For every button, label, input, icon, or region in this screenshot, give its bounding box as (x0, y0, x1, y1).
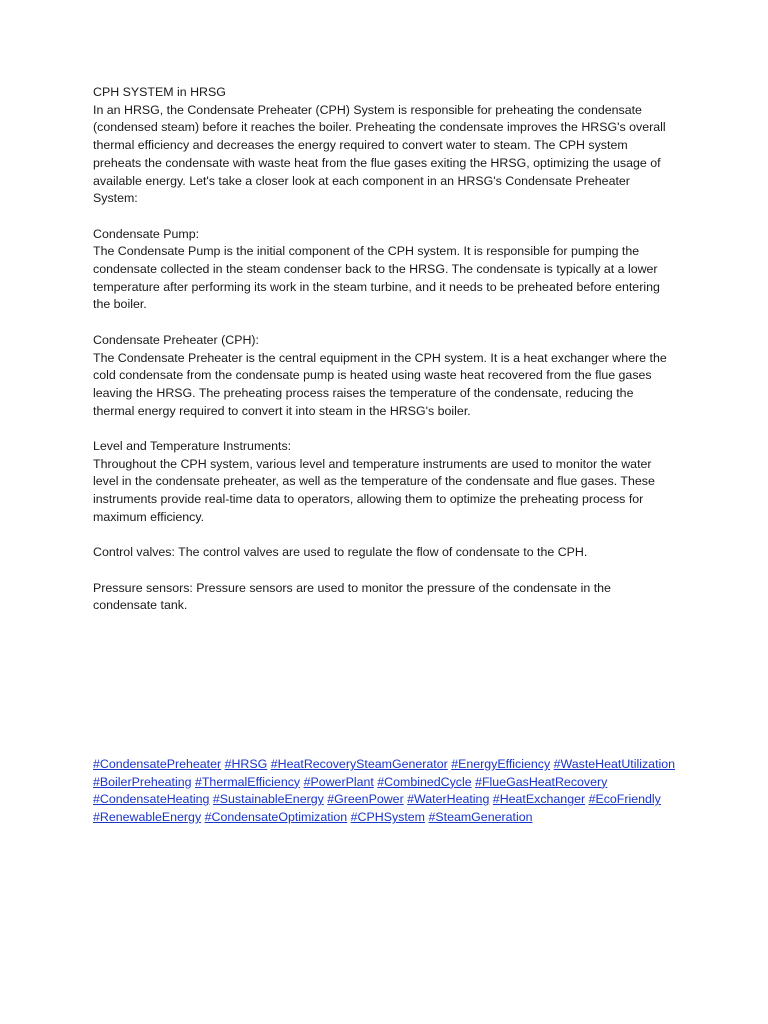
hashtag-link[interactable]: #EcoFriendly (588, 792, 661, 807)
hashtag-link[interactable]: #SteamGeneration (428, 810, 533, 825)
hashtag-link[interactable]: #EnergyEfficiency (451, 757, 551, 771)
hashtag-link[interactable]: #CondensatePreheater (93, 757, 222, 771)
hashtag-link[interactable]: #WaterHeating (407, 792, 490, 807)
hashtag-link[interactable]: #CondensateOptimization (204, 810, 348, 825)
section-body: The Condensate Preheater is the central equipment in the CPH system. It is a heat exchanger where the cold condensate from the condensate pump is heated using waste heat recovered from the flue gases leaving the HRSG. The preheating process raises the temperature of the condensate, reducing the thermal energy required to convert it into steam in the HRSG's boiler. (93, 350, 667, 418)
document-body (93, 84, 678, 633)
section-body: The Condensate Pump is the initial component of the CPH system. It is responsible for pumping the condensate collected in the steam condenser back to the HRSG. The condensate is typically at a lower temperature after performing its work in the steam turbine, and it needs to be preheated before entering the boiler. (93, 244, 660, 312)
section-condensate-preheater (93, 332, 678, 421)
hashtag-link[interactable]: #PowerPlant (303, 774, 374, 789)
hashtag-list (93, 756, 678, 827)
section-heading: Condensate Preheater (CPH): (93, 332, 259, 347)
hashtag-link[interactable]: #CombinedCycle (377, 774, 472, 789)
pressure-sensors-paragraph: Pressure sensors: Pressure sensors are used to monitor the pressure of the condensate in the condensate tank. (93, 580, 611, 613)
hashtag-link[interactable]: #SustainableEnergy (212, 792, 324, 807)
hashtag-link[interactable]: #HeatRecoverySteamGenerator (270, 757, 448, 771)
intro-paragraph: In an HRSG, the Condensate Preheater (CPH) System is responsible for preheating the condensate (condensed steam) before it reaches the boiler. Preheating the condensate improves the HRSG's overall thermal efficiency and decreases the energy required to convert water to steam. The CPH system preheats the condensate with waste heat from the flue gases exiting the HRSG, optimizing the usage of available energy. Let's take a closer look at each component in an HRSG's Condensate Preheater System: (93, 102, 666, 206)
section-heading: Condensate Pump: (93, 226, 200, 241)
control-valves-paragraph: Control valves: The control valves are used to regulate the flow of condensate to the CPH. (93, 545, 588, 560)
hashtag-link[interactable]: #HeatExchanger (492, 792, 586, 807)
section-level-temperature-instruments (93, 438, 678, 527)
section-heading: Level and Temperature Instruments: (93, 439, 292, 454)
hashtag-link[interactable]: #CondensateHeating (93, 792, 210, 807)
document-title: CPH SYSTEM in HRSG (93, 85, 226, 99)
section-body: Throughout the CPH system, various level and temperature instruments are used to monitor the water level in the condensate preheater, as well as the temperature of the condensate and flue gases. These instruments provide real-time data to operators, allowing them to optimize the preheating process for maximum efficiency. (93, 456, 655, 524)
hashtag-link[interactable]: #FlueGasHeatRecovery (475, 774, 608, 789)
hashtag-link[interactable]: #WasteHeatUtilization (553, 757, 676, 771)
hashtag-link[interactable]: #HRSG (224, 757, 268, 771)
section-condensate-pump (93, 226, 678, 315)
hashtag-link[interactable]: #RenewableEnergy (93, 810, 202, 825)
hashtag-link[interactable]: #GreenPower (327, 792, 404, 807)
hashtag-link[interactable]: #CPHSystem (350, 810, 426, 825)
hashtag-link[interactable]: #BoilerPreheating (93, 774, 192, 789)
hashtag-link[interactable]: #ThermalEfficiency (194, 774, 301, 789)
